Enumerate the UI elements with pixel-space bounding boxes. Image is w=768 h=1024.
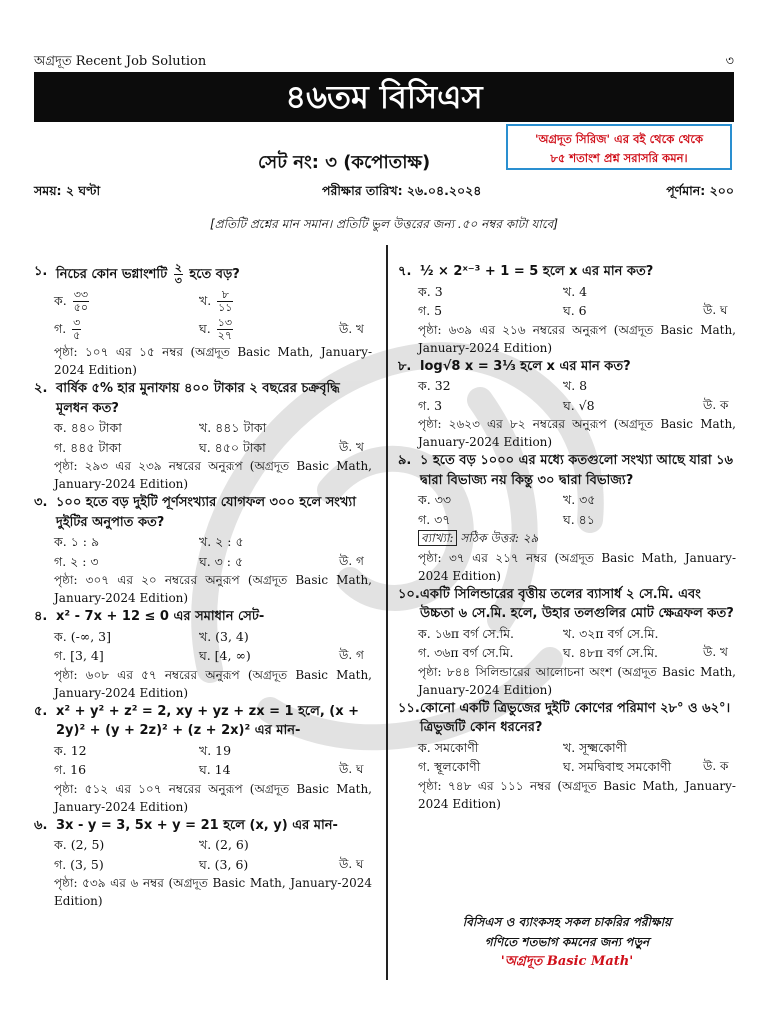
reference: পৃষ্ঠা: ১০৭ এর ১৫ নম্বর (অগ্রদূত Basic Math, January-2024 Edition) [54, 345, 372, 377]
page-number: ৩ [725, 54, 734, 69]
option-gha[interactable]: ঘ. √8 [563, 397, 595, 413]
reference: পৃষ্ঠা: ৮৪৪ সিলিন্ডারের আলোচনা অংশ (অগ্রদূত Basic Math, January-2024 Edition) [418, 664, 736, 697]
option-ga[interactable]: গ. [3, 4] [54, 648, 104, 663]
option-gha[interactable]: ঘ. 6 [563, 303, 587, 318]
answer-key: উ. ঘ [339, 762, 364, 776]
option-ka[interactable]: ক. ১৬π বর্গ সে.মি. [418, 625, 515, 641]
option-ga[interactable]: গ. 16 [54, 762, 87, 777]
option-ga[interactable]: গ. ২ : ৩ [54, 553, 99, 569]
question-text: কোনো একটি ত্রিভুজের দুইটি কোণের পরিমাণ ২৮° ও ৬২°। ত্রিভুজটি কোন ধরনের? [420, 700, 731, 735]
option-fraction [72, 317, 81, 342]
question-3 [34, 493, 372, 607]
fraction-denominator: ৩ [174, 274, 182, 287]
option-ga[interactable]: গ. ৩৭ [418, 511, 451, 527]
question-stem [34, 493, 372, 532]
fraction-denominator: ২৭ [217, 329, 232, 342]
option-ka[interactable]: ক. ৪৪০ টাকা [54, 420, 122, 435]
question-text: 3x - y = 3, 5x + y = 21 হলে (x, y) এর মান- [56, 817, 338, 833]
answer-key: উ. খ [339, 439, 364, 454]
footer-brand: 'অগ্রদূত Basic Math' [500, 954, 634, 969]
option-kha[interactable]: খ. সূক্ষ্মকোণী [563, 739, 627, 755]
fraction-numerator: ৩ [73, 316, 81, 329]
question-stem [398, 585, 736, 624]
question-10 [398, 585, 736, 699]
question-9 [398, 451, 736, 585]
question-number: ১১. [398, 700, 420, 716]
question-5 [34, 702, 372, 816]
option-label: খ. [199, 293, 212, 308]
option-kha[interactable]: খ. ৩৫ [563, 492, 596, 507]
question-2 [34, 379, 372, 493]
reference: পৃষ্ঠা: ৩০৭ এর ২০ নম্বরের অনুরূপ (অগ্রদূত Basic Math, January-2024 Edition) [54, 573, 372, 605]
exam-date: পরীক্ষার তারিখ: ২৬.০৪.২০২৪ [322, 183, 482, 198]
answer-key: উ. ক [703, 759, 729, 773]
reference: পৃষ্ঠা: ৫১২ এর ১০৭ নম্বরের অনুরূপ (অগ্রদূত Basic Math, January-2024 Edition) [54, 781, 372, 814]
option-fraction [217, 289, 233, 314]
question-stem [398, 262, 736, 282]
option-ka[interactable]: ক. ১ : ৯ [54, 534, 100, 549]
options [34, 418, 372, 457]
question-stem [34, 702, 372, 741]
exam-marks: পূর্ণমান: ২০০ [666, 183, 734, 198]
option-label: গ. [54, 321, 67, 336]
promo-line-1: 'অগ্রদূত সিরিজ' এর বই থেকে থেকে [534, 132, 704, 146]
running-header [34, 52, 734, 70]
option-label: ঘ. [199, 321, 211, 336]
fraction-numerator: ৩৩ [73, 288, 89, 301]
option-kha[interactable]: খ. ২ : ৫ [199, 534, 244, 549]
option-kha[interactable]: খ. ৪৪১ টাকা [199, 420, 267, 435]
answer-key: উ. ক [703, 397, 729, 412]
option-gha[interactable] [199, 315, 339, 343]
question-text: একটি সিলিন্ডারের বৃত্তীয় তলের ব্যাসার্ধ ২ সে.মি. এবং উচ্চতা ৬ সে.মি. হলে, উহার তলগুলির মোট ক্ষেত্রফল কত? [420, 586, 734, 621]
explanation-text: সঠিক উত্তর: ২৯ [460, 531, 539, 545]
options [398, 738, 736, 777]
answer-key: উ. খ [339, 322, 364, 336]
question-11 [398, 699, 736, 813]
question-number: ৭. [398, 264, 412, 279]
question-number: ১০. [398, 586, 420, 602]
question-text [56, 262, 372, 287]
question-number: ৬. [34, 817, 48, 833]
question-text: x² - 7x + 12 ≤ 0 এর সমাধান সেট- [56, 609, 265, 624]
right-column [398, 262, 736, 813]
question-stem [34, 262, 372, 287]
option-kha[interactable] [199, 287, 339, 315]
option-ga[interactable] [54, 315, 199, 343]
option-ka[interactable]: ক. 12 [54, 742, 87, 758]
question-text-main: নিচের কোন ভগ্নাংশটি [56, 267, 168, 282]
question-8 [398, 357, 736, 452]
answer-key: উ. গ [339, 648, 364, 662]
options [398, 376, 736, 415]
fraction-numerator: ২ [174, 261, 182, 274]
question-text: ১০০ হতে বড় দুইটি পূর্ণসংখ্যার যোগফল ৩০০ হলে সংখ্যা দুইটির অনুপাত কত? [56, 495, 356, 530]
question-number: ২. [34, 381, 48, 396]
exam-meta [34, 183, 734, 203]
question-stem [398, 357, 736, 377]
option-ka[interactable]: ক. (-∞, 3] [54, 628, 111, 644]
options [34, 741, 372, 780]
options [398, 490, 736, 529]
fraction-denominator: ৫০ [73, 301, 88, 314]
reference: পৃষ্ঠা: ৫৩৯ এর ৬ নম্বর (অগ্রদূত Basic Math, January-2024 Edition) [54, 876, 372, 908]
running-header-title: অগ্রদূত Recent Job Solution [34, 54, 207, 69]
question-number: ৫. [34, 703, 48, 719]
question-1 [34, 262, 372, 379]
options [34, 287, 372, 343]
option-gha[interactable]: ঘ. 14 [199, 762, 231, 777]
options [34, 835, 372, 874]
question-stem [34, 607, 372, 627]
options [34, 532, 372, 571]
question-text: x² + y² + z² = 2, xy + yz + zx = 1 হলে, (x + 2y)² + (y + 2z)² + (z + 2x)² এর মান- [56, 703, 360, 738]
option-kha[interactable]: খ. 4 [563, 283, 588, 299]
reference: পৃষ্ঠা: ২৬২৩ এর ৮২ নম্বরের অনুরূপ (অগ্রদূত Basic Math, January-2024 Edition) [418, 417, 736, 449]
option-ga[interactable]: গ. (3, 5) [54, 856, 104, 872]
question-stem [398, 451, 736, 490]
option-kha[interactable]: খ. (2, 6) [199, 837, 249, 852]
options [34, 627, 372, 666]
footer-line-2: গণিতে শতভাগ কমনের জন্য পড়ুন [484, 935, 650, 949]
question-4 [34, 607, 372, 702]
question-stem [34, 379, 372, 418]
answer-key: উ. ঘ [703, 303, 728, 317]
reference: পৃষ্ঠা: ৩৭ এর ২১৭ নম্বর (অগ্রদূত Basic Math, January-2024 Edition) [418, 550, 736, 583]
option-ka[interactable]: ক. ৩৩ [418, 492, 451, 507]
option-ga[interactable]: গ. স্থূলকোণী [418, 759, 481, 774]
option-gha[interactable]: ঘ. ৩ : ৫ [199, 553, 244, 569]
option-gha[interactable]: ঘ. [4, ∞) [199, 648, 251, 663]
option-ka[interactable] [54, 287, 199, 315]
instruction: [প্রতিটি প্রশ্নের মান সমান। প্রতিটি ভুল উত্তরের জন্য .৫০ নম্বর কাটা যাবে] [209, 217, 559, 231]
answer-key: উ. গ [339, 553, 364, 568]
question-number: ৩. [34, 495, 48, 510]
question-number: ১. [34, 264, 48, 279]
exam-time: সময়: ২ ঘণ্টা [34, 183, 101, 198]
question-number: ৯. [398, 453, 412, 468]
question-7 [398, 262, 736, 357]
question-stem [398, 699, 736, 738]
option-gha[interactable]: ঘ. সমদ্বিবাহু সমকোণী [563, 759, 672, 774]
promo-box [506, 124, 732, 170]
question-number: ৪. [34, 609, 48, 624]
options [398, 624, 736, 663]
option-ga[interactable]: গ. ৪৪৫ টাকা [54, 439, 122, 455]
question-number: ৮. [398, 358, 412, 374]
footer-line-1: বিসিএস ও ব্যাংকসহ সকল চাকরির পরীক্ষায় [462, 915, 672, 929]
option-kha[interactable]: খ. 8 [563, 378, 588, 393]
option-kha[interactable]: খ. ৩২π বর্গ সে.মি. [563, 625, 659, 641]
reference: পৃষ্ঠা: ২৯৩ এর ২৩৯ নম্বরের অনুরূপ (অগ্রদূত Basic Math, January-2024 Edition) [54, 459, 372, 491]
exam-banner: ৪৬তম বিসিএস [34, 72, 734, 122]
fraction-numerator: ১৩ [217, 316, 232, 329]
answer-key: উ. ঘ [339, 856, 364, 871]
option-ka[interactable]: ক. 3 [418, 283, 443, 299]
question-text: ১ হতে বড় ১০০০ এর মধ্যে কতগুলো সংখ্যা আছে যারা ১৬ দ্বারা বিভাজ্য নয় কিন্তু ৩০ দ্বারা বিভাজ্য? [420, 453, 734, 488]
option-gha[interactable]: ঘ. (3, 6) [199, 856, 249, 872]
options [398, 282, 736, 321]
question-text: বার্ষিক ৫% হার মুনাফায় ৪০০ টাকার ২ বছরের চক্রবৃদ্ধি মূলধন কত? [56, 381, 340, 416]
reference: পৃষ্ঠা: ৬৩৯ এর ২১৬ নম্বরের অনুরূপ (অগ্রদূত Basic Math, January-2024 Edition) [418, 322, 736, 355]
question-text: ½ × 2ˣ⁻³ + 1 = 5 হলে x এর মান কত? [420, 264, 654, 279]
left-column [34, 262, 372, 910]
explanation-label: ব্যাখ্যা: [418, 530, 457, 546]
option-kha[interactable]: খ. 19 [199, 742, 232, 758]
option-ka[interactable]: ক. 32 [418, 378, 451, 393]
option-ga[interactable]: গ. ৩৬π বর্গ সে.মি. [418, 645, 514, 660]
option-label: ক. [54, 293, 67, 308]
explanation [398, 529, 736, 549]
option-gha[interactable]: ঘ. ৪১ [563, 511, 595, 527]
option-fraction [217, 317, 233, 342]
option-gha[interactable]: ঘ. ৪৫০ টাকা [199, 439, 266, 455]
option-kha[interactable]: খ. (3, 4) [199, 628, 249, 644]
answer-key: উ. খ [703, 645, 728, 659]
option-ka[interactable]: ক. সমকোণী [418, 739, 479, 755]
option-ga[interactable]: গ. 5 [418, 303, 443, 318]
question-text-tail: হতে বড়? [189, 267, 240, 282]
option-ga[interactable]: গ. 3 [418, 397, 443, 413]
option-fraction [73, 289, 89, 314]
option-gha[interactable]: ঘ. ৪৮π বর্গ সে.মি. [563, 645, 658, 660]
reference: পৃষ্ঠা: ৬০৮ এর ৫৭ নম্বরের অনুরূপ (অগ্রদূত Basic Math, January-2024 Edition) [54, 667, 372, 700]
promo-line-2: ৮৫ শতাংশ প্রশ্ন সরাসরি কমন। [550, 151, 688, 165]
question-stem [34, 816, 372, 836]
set-title: সেট নং: ৩ (কপোতাক্ষ) [258, 152, 431, 173]
fraction-denominator: ৫ [73, 329, 81, 342]
question-6 [34, 816, 372, 911]
reference: পৃষ্ঠা: ৭৪৮ এর ১১১ নম্বর (অগ্রদূত Basic Math, January-2024 Edition) [418, 778, 736, 811]
fraction-denominator: ১১ [218, 301, 233, 314]
option-ka[interactable]: ক. (2, 5) [54, 837, 105, 852]
question-text: log√8 x = 3⅓ হলে x এর মান কত? [420, 358, 631, 374]
stem-fraction [174, 262, 183, 287]
fraction-numerator: ৮ [217, 289, 233, 302]
footer-promo [398, 912, 736, 972]
